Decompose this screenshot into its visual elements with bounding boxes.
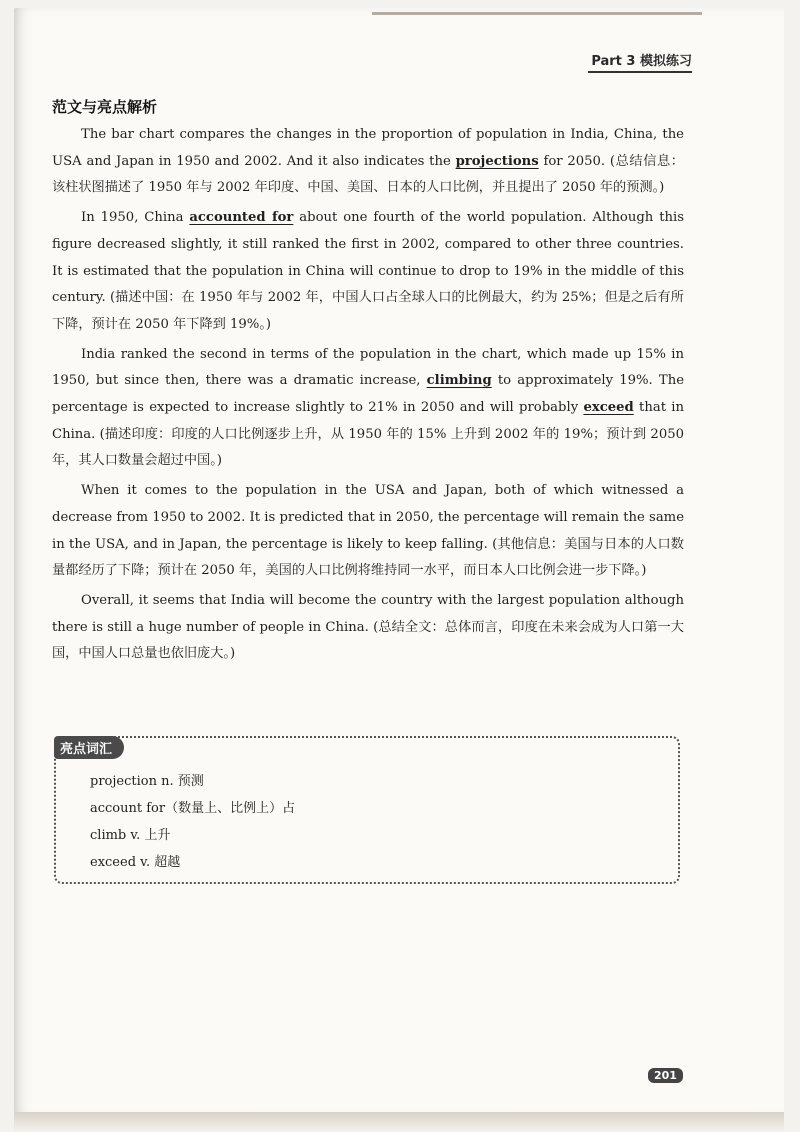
paragraph-2-part-1: In 1950, China	[81, 210, 190, 226]
highlight-accounted-for: accounted for	[189, 210, 294, 226]
vocab-item: account for（数量上、比例上）占	[90, 801, 296, 816]
paragraph-4-part-1: When it comes to the population in the USA and Japan, both of which witnessed a decrease from 1950 to 2002. It is predicted that in 2050, the percentage will remain the same in the USA, and in Japan, the percentage is likely to keep falling. (其他信息：美国与日本的人口数量都经历了下降；预计在 2050 年，美国的人口比例将维持同一水平，而日本人口比例会进一步下降。)	[52, 483, 684, 579]
paragraph-3	[52, 342, 684, 476]
header-rule	[588, 71, 692, 73]
highlight-climbing: climbing	[426, 373, 492, 389]
section-title: 范文与亮点解析	[52, 98, 158, 116]
paragraph-3-part-5: that in China. (描述印度：印度的人口比例逐步上升，从 1950 年的 15% 上升到 2002 年的 19%；预计到 2050 年，其人口数量会超过中国。)	[52, 400, 684, 469]
page-number: 201	[648, 1068, 683, 1083]
vocab-item: climb v. 上升	[90, 828, 171, 843]
paragraph-1-part-1: The bar chart compares the changes in the proportion of population in India, China, the USA and Japan in 1950 and 2002. And it also indicates the	[52, 127, 684, 169]
paragraph-1-part-3: for 2050. (总结信息：该柱状图描述了 1950 年与 2002 年印度、中国、美国、日本的人口比例，并且提出了 2050 年的预测。)	[52, 153, 684, 196]
vocab-list	[90, 768, 295, 876]
vocab-item: projection n. 预测	[90, 774, 204, 789]
paragraph-3-part-1: India ranked the second in terms of the population in the chart, which made up 15% in 1950, but since then, there was a dramatic increase,	[52, 346, 684, 389]
vocab-box	[54, 736, 680, 884]
paragraph-5	[52, 588, 684, 668]
paragraph-2-part-3: about one fourth of the world population. Although this figure decreased slightly, it still ranked the first in 2002, compared to other three countries. It is estimated that the population in China will continue to drop to 19% in the middle of this century. (描述中国：在 1950 年与 2002 年，中国人口占全球人口的比例最大，约为 25%；但是之后有所下降，预计在 2050 年下降到 19%。)	[52, 210, 684, 332]
highlight-exceed: exceed	[583, 400, 634, 416]
running-header: Part 3 模拟练习	[591, 54, 692, 69]
highlight-projections: projections	[455, 153, 539, 169]
vocab-label: 亮点词汇	[54, 736, 124, 759]
paragraph-4	[52, 478, 684, 585]
page-bottom-shadow	[14, 1112, 784, 1132]
paragraph-3-part-3: to approximately 19%. The percentage is expected to increase slightly to 21% in 2050 and will probably	[52, 373, 684, 416]
paragraph-1	[52, 122, 684, 202]
vocab-item: exceed v. 超越	[90, 855, 181, 870]
top-rule	[372, 12, 702, 15]
essay-body	[52, 122, 684, 671]
paragraph-2	[52, 205, 684, 339]
paragraph-5-part-1: Overall, it seems that India will become the country with the largest population although there is still a huge number of people in China. (总结全文：总体而言，印度在未来会成为人口第一大国，中国人口总量也依旧庞大。)	[52, 592, 684, 662]
